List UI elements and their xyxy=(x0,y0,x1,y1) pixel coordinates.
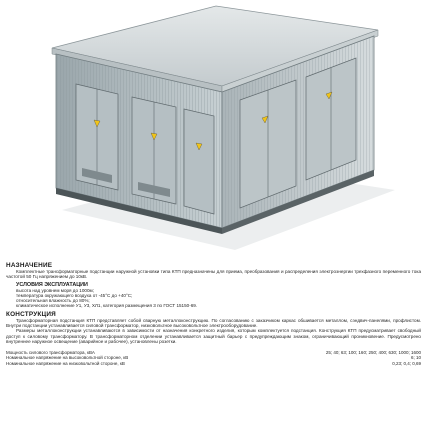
spec-label: Номинальное напряжение на высоковольтной стороне, кВ xyxy=(6,355,129,361)
condition-item: высота над уровнем моря до 1000м; xyxy=(16,287,94,293)
purpose-text: Комплектные трансформаторные подстанции наружной установки типа КТП предназначены для приема, преобразования и распределения электроэнергии трехфазного переменного тока частотой 50 Гц напряжением до 10кВ. xyxy=(6,269,421,280)
condition-item: температура окружающего воздуха от -45°С до +40°С; xyxy=(16,292,133,298)
spec-label: Номинальное напряжение на низковольтной стороне, кВ xyxy=(6,360,125,366)
spec-value: 0,23; 0,4; 0,69 xyxy=(392,360,421,366)
condition-item: относительная влажность до 80%; xyxy=(16,298,90,304)
document-body xyxy=(0,262,427,430)
spec-value: 6; 10 xyxy=(410,355,421,361)
purpose-heading: НАЗНАЧЕНИЕ xyxy=(6,262,53,269)
spec-label: Мощность силового трансформатора, кВА xyxy=(6,350,95,356)
spec-value: 25; 40; 63; 100; 160; 250; 400; 630; 1000; 1600 xyxy=(325,350,421,356)
spec-row xyxy=(6,361,421,366)
design-heading: КОНСТРУКЦИЯ xyxy=(6,310,56,318)
design-paragraph: Размеры металлоконструкции устанавливаются в зависимости от назначения конкретного изделия, которым комплектуется подстанция. Конструкция КТП предусматривает свободный доступ к силовому трансформатору. В трансформаторном отделении устанавливается защитный барьер с предупреждающим знаком, ограничивающий проникновение. Предусмотрено внутреннее наружное освещение (аварийное и рабочее), установлены розетки. xyxy=(6,328,421,344)
design-paragraph: Трансформаторная подстанция КТП представляет собой сварную металлоконструкцию. По согласованию с заказчиком каркас обшивается металлом, сэндвич-панелями, профлистом. Внутри подстанции устанавливается силовой трансформатор, низковольтное высоковольтное электрооборудование. xyxy=(6,317,421,329)
conditions-heading: УСЛОВИЯ ЭКСПЛУАТАЦИИ xyxy=(16,281,88,288)
condition-item: климатическое исполнение У1, У3, ХЛ1, категория размещения 3 по ГОСТ 15150-69. xyxy=(16,303,198,309)
